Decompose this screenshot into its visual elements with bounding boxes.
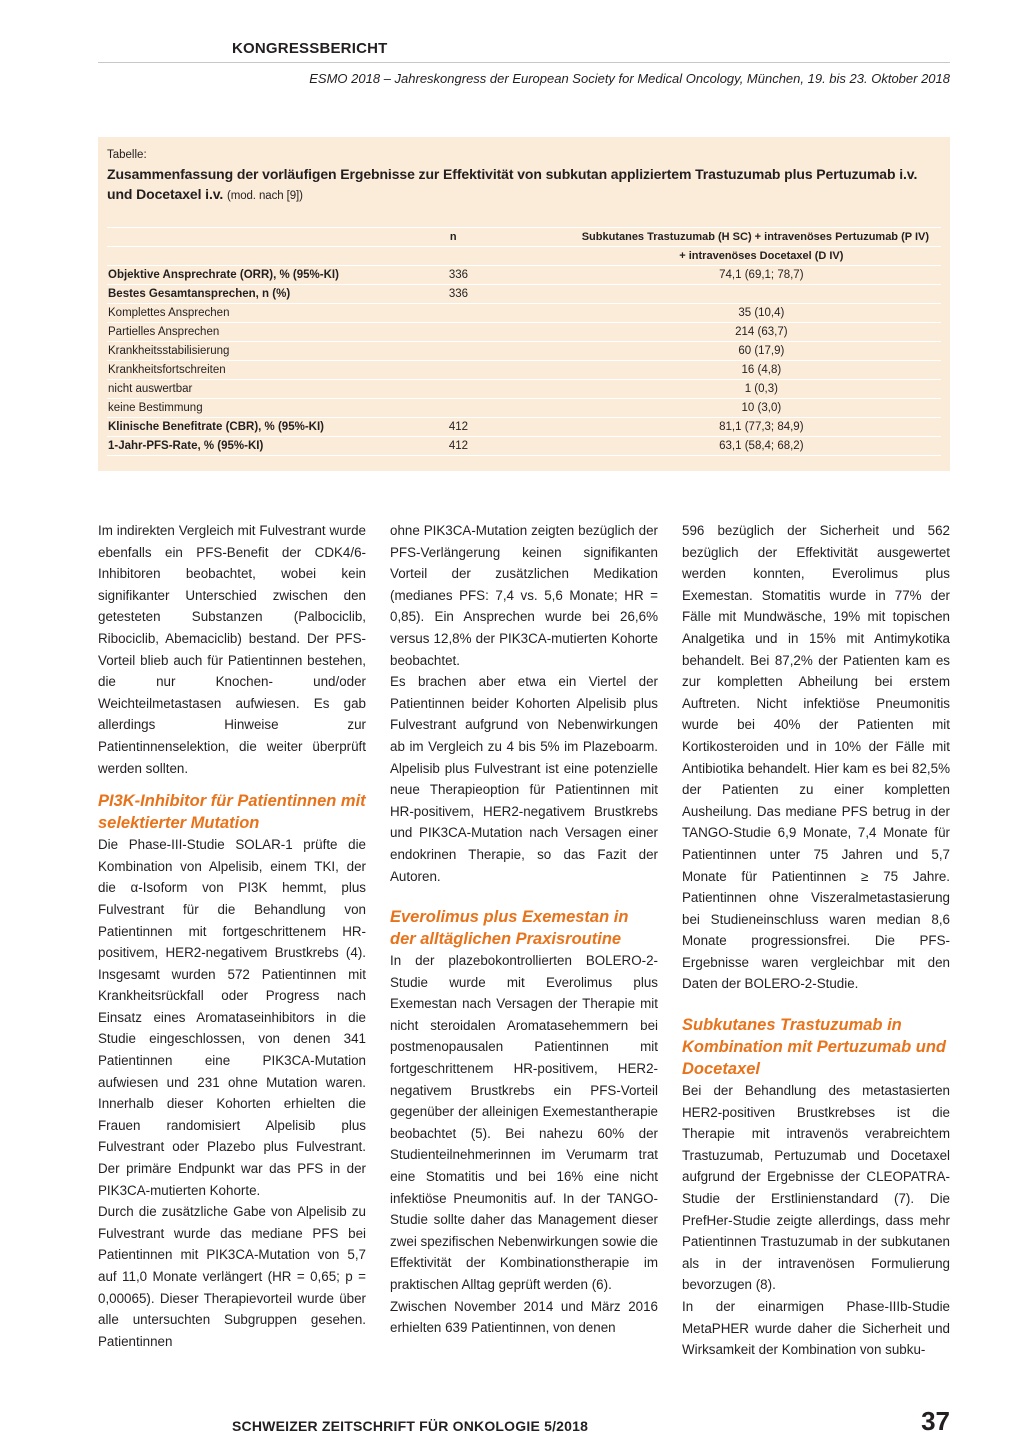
row-value: 10 (3,0) [581, 399, 941, 418]
table-title-note: (mod. nach [9]) [227, 190, 303, 202]
row-n: 336 [441, 285, 581, 304]
table-row [107, 304, 941, 323]
row-value: 60 (17,9) [581, 342, 941, 361]
row-n: 412 [441, 437, 581, 456]
row-label: Krankheitsfortschreiten [107, 361, 441, 380]
row-n [441, 361, 581, 380]
subheading: Everolimus plus Exemestan in der alltäglichen Praxisroutine [390, 908, 629, 949]
row-n [441, 323, 581, 342]
row-value: 35 (10,4) [581, 304, 941, 323]
row-label: nicht auswertbar [107, 380, 441, 399]
table-row [107, 361, 941, 380]
header-subtitle: ESMO 2018 – Jahreskongress der European Society for Medical Oncology, München, 19. bis 23. Oktober 2018 [309, 71, 950, 86]
row-label: Partielles Ansprechen [107, 323, 441, 342]
results-table [107, 227, 941, 456]
table-title-text: Zusammenfassung der vorläufigen Ergebnisse zur Effektivität von subkutan appliziertem Trastuzumab plus Pertuzumab i.v. und Docetaxel i.v. [107, 166, 918, 202]
row-n [441, 380, 581, 399]
section-title: KONGRESSBERICHT [232, 40, 388, 57]
header-divider [98, 62, 950, 63]
paragraph: Es brachen aber etwa ein Viertel der Patientinnen beider Kohorten Alpelisib plus Fulvestrant aufgrund von Nebenwirkungen ab im Vergleich zu 4 bis 5% im Plazeboarm. Alpelisib plus Fulvestrant ist eine potenzielle neue Therapieoption für Patientinnen mit HR-positivem, HER2-negativem Brustkrebs und PIK3CA-Mutation nach Versagen einer endokrinen Therapie, so das Fazit der Autoren. [390, 674, 658, 884]
col-n-header: n [441, 228, 581, 247]
row-value [581, 285, 941, 304]
article-column-1 [98, 520, 366, 1352]
row-value: 16 (4,8) [581, 361, 941, 380]
page-number: 37 [921, 1406, 950, 1436]
paragraph: Durch die zusätzliche Gabe von Alpelisib zu Fulvestrant wurde das mediane PFS bei Patientinnen mit PIK3CA-Mutation von 5,7 auf 11,0 Monate verlängert (HR = 0,65; p = 0,00065). Dieser Therapievorteil wurde über alle untersuchten Subgruppen gesehen. Patientinnen [98, 1204, 366, 1349]
table-row [107, 266, 941, 285]
row-value: 1 (0,3) [581, 380, 941, 399]
article-column-3 [682, 520, 950, 1361]
table-row [107, 399, 941, 418]
table-row [107, 285, 941, 304]
paragraph: Zwischen November 2014 und März 2016 erhielten 639 Patientinnen, von denen [390, 1298, 658, 1336]
row-n: 336 [441, 266, 581, 285]
table-label: Tabelle: [107, 149, 147, 161]
paragraph: ohne PIK3CA-Mutation zeigten bezüglich der PFS-Verlängerung keinen signifikanten Vorteil der zusätzlichen Medikation (medianes PFS: 7,4 vs. 5,6 Monate; HR = 0,85). Ein Ansprechen wurde bei 26,6% versus 12,8% der PIK3CA-mutierten Kohorte beobachtet. [390, 523, 658, 668]
row-label: 1-Jahr-PFS-Rate, % (95%-KI) [107, 437, 441, 456]
row-label: Bestes Gesamtansprechen, n (%) [107, 285, 441, 304]
paragraph: Die Phase-III-Studie SOLAR-1 prüfte die Kombination von Alpelisib, einem TKI, der die α-Isoform von PI3K hemmt, plus Fulvestrant für die Behandlung von Patientinnen mit fortgeschrittenem HR-positivem, HER2-negativem Brustkrebs (4). Insgesamt wurden 572 Patientinnen mit Krankheitsrückfall oder Progress nach Einsatz eines Aromataseinhibitors in die Studie eingeschlossen, von denen 341 Patientinnen eine PIK3CA-Mutation aufwiesen und 231 ohne Mutation waren. Innerhalb dieser Kohorten erhielten die Frauen randomisiert Alpelisib plus Fulvestrant oder Plazebo plus Fulvestrant. Der primäre Endpunkt war das PFS in der PIK3CA-mutierten Kohorte. [98, 837, 366, 1198]
row-label: Komplettes Ansprechen [107, 304, 441, 323]
table-row [107, 323, 941, 342]
col-treatment-header: Subkutanes Trastuzumab (H SC) + intravenöses Pertuzumab (P IV) [581, 228, 941, 247]
table-row [107, 380, 941, 399]
page-header [232, 40, 950, 86]
row-value: 81,1 (77,3; 84,9) [581, 418, 941, 437]
row-n: 412 [441, 418, 581, 437]
table-title [107, 164, 941, 206]
paragraph: 596 bezüglich der Sicherheit und 562 bezüglich der Effektivität ausgewertet werden konnten, Everolimus plus Exemestan. Stomatitis wurde in 77% der Fälle mit Mundwäsche, 19% mit topischen Analgetika und in 15% mit Antimykotika behandelt. Bei 87,2% der Patienten kam es zur kompletten Abheilung bei erstem Auftreten. Nicht infektiöse Pneumonitis wurde bei 40% der Patienten mit Kortikosteroiden und in 10% der Fälle mit Antibiotika behandelt. Hier kam es bei 82,5% der Patienten zu einer kompletten Ausheilung. Das mediane PFS betrug in der TANGO-Studie 6,9 Monate, 7,4 Monate für Patientinnen unter 75 Jahren und 5,7 Monate für Patientinnen ≥ 75 Jahre. Patientinnen ohne Viszeralmetastasierung bei Studieneinschluss waren median 8,6 Monate progressionsfrei. Die PFS-Ergebnisse waren vergleichbar mit den Daten der BOLERO-2-Studie. [682, 523, 950, 992]
paragraph: In der einarmigen Phase-IIIb-Studie MetaPHER wurde daher die Sicherheit und Wirksamkeit der Kombination von subku- [682, 1299, 950, 1358]
subheading: Subkutanes Trastuzumab in Kombination mit Pertuzumab und Docetaxel [682, 1016, 946, 1079]
table-row [107, 418, 941, 437]
subheading: PI3K-Inhibitor für Patientinnen mit selektierter Mutation [98, 792, 366, 833]
row-value: 74,1 (69,1; 78,7) [581, 266, 941, 285]
table-header-row [107, 228, 941, 247]
results-table-box [98, 137, 950, 471]
paragraph: Im indirekten Vergleich mit Fulvestrant wurde ebenfalls ein PFS-Benefit der CDK4/6-Inhibitoren beobachtet, wobei kein signifikanter Unterschied zwischen den getesteten Substanzen (Palbociclib, Ribociclib, Abemaciclib) bestand. Der PFS-Vorteil blieb auch für Patientinnen bestehen, die nur Knochen- und/oder Weichteilmetastasen aufwiesen. Es gab allerdings Hinweise zur Patientinnenselektion, die weiter überprüft werden sollten. [98, 523, 366, 776]
row-value: 214 (63,7) [581, 323, 941, 342]
table-row [107, 437, 941, 456]
paragraph: Bei der Behandlung des metastasierten HER2-positiven Brustkrebses ist die Therapie mit intravenös verabreichtem Trastuzumab, Pertuzumab und Docetaxel aufgrund der Ergebnisse der CLEOPATRA-Studie der Erstlinienstandard (7). Die PrefHer-Studie zeigte allerdings, dass mehr Patientinnen Trastuzumab in der subkutanen als in der intravenösen Formulierung bevorzugen (8). [682, 1083, 950, 1293]
table-row [107, 342, 941, 361]
row-label: Krankheitsstabilisierung [107, 342, 441, 361]
row-n [441, 399, 581, 418]
row-label: keine Bestimmung [107, 399, 441, 418]
row-label: Objektive Ansprechrate (ORR), % (95%-KI) [107, 266, 441, 285]
col-treatment-header-2: + intravenöses Docetaxel (D IV) [581, 247, 941, 266]
table-header-row-2 [107, 247, 941, 266]
row-value: 63,1 (58,4; 68,2) [581, 437, 941, 456]
row-label: Klinische Benefitrate (CBR), % (95%-KI) [107, 418, 441, 437]
row-n [441, 304, 581, 323]
row-n [441, 342, 581, 361]
article-column-2 [390, 520, 658, 1339]
journal-name: SCHWEIZER ZEITSCHRIFT FÜR ONKOLOGIE 5/2018 [232, 1418, 589, 1434]
paragraph: In der plazebokontrollierten BOLERO-2-Studie wurde mit Everolimus plus Exemestan nach Versagen der Therapie mit nicht steroidalen Aromatasehemmern bei postmenopausalen Patientinnen mit fortgeschrittenem HR-positivem, HER2-negativem Brustkrebs ein PFS-Vorteil gegenüber der alleinigen Exemestantherapie beobachtet (5). Bei nahezu 60% der Studienteilnehmerinnen im Verumarm trat eine Stomatitis und bei 16% eine nicht infektiöse Pneumonitis auf. In der TANGO-Studie sollte daher das Management dieser zwei spezifischen Nebenwirkungen sowie die Effektivität der Kombinationstherapie im praktischen Alltag geprüft werden (6). [390, 953, 658, 1292]
